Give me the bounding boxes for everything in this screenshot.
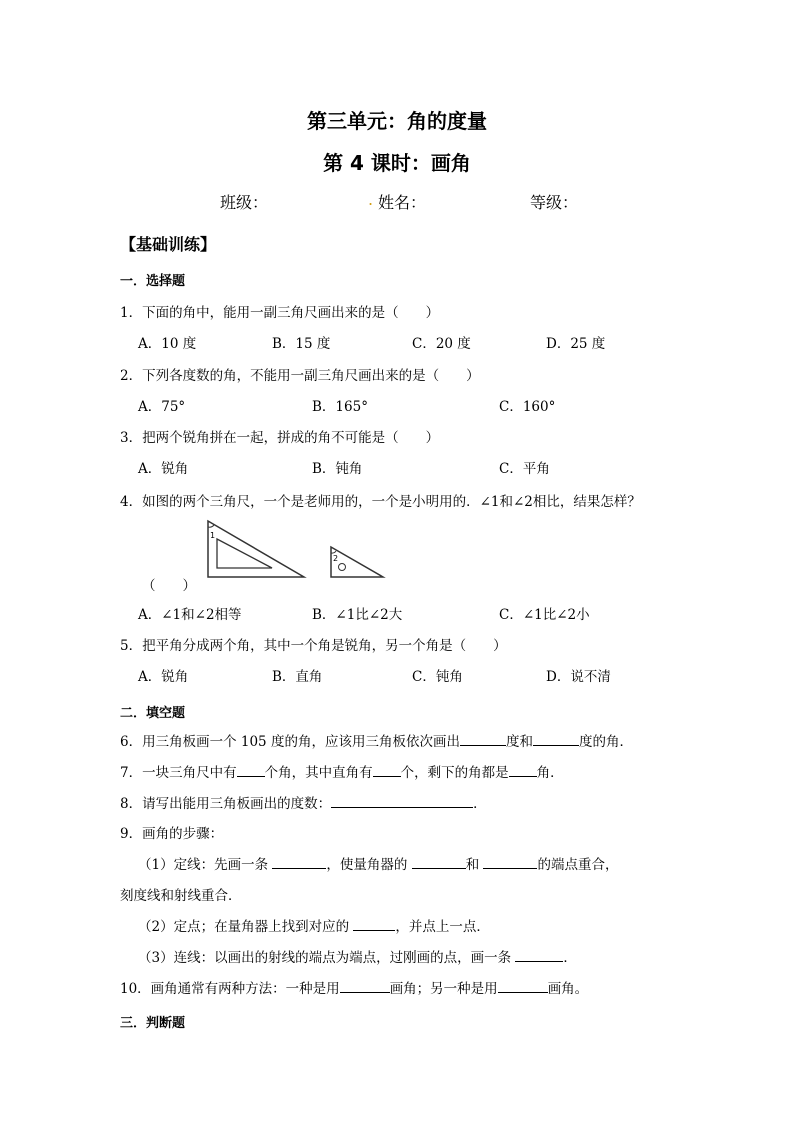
lesson-subtitle: 第 4 课时：画角 <box>323 151 471 175</box>
q5-option-a: A．锐角 <box>138 669 189 685</box>
q4-option-a: A．∠1和∠2相等 <box>138 607 242 623</box>
q2-option-b: B．165° <box>312 399 368 415</box>
q10-blank-2[interactable] <box>498 978 548 993</box>
q7-text-4: 角． <box>536 765 564 781</box>
q7-blank-2[interactable] <box>373 762 401 777</box>
q4-answer-paren: （ ） <box>142 578 196 594</box>
q5-option-d: D．说不清 <box>546 669 611 685</box>
q1-option-a: A．10 度 <box>138 336 197 352</box>
q9-step1-blank-1[interactable] <box>272 854 326 869</box>
q3-option-a: A．锐角 <box>138 461 189 477</box>
section-choice-title: 一．选择题 <box>120 274 186 289</box>
class-label: 班级： <box>220 193 269 212</box>
q5-stem: 5．把平角分成两个角，其中一个角是锐角，另一个角是（ ） <box>120 638 507 654</box>
q2-option-c: C．160° <box>499 399 556 415</box>
q2-stem: 2．下列各度数的角，不能用一副三角尺画出来的是（ ） <box>120 368 480 384</box>
q9-step3-line <box>138 946 577 966</box>
name-label: 姓名： <box>378 193 427 212</box>
q9-step1-text-2: ，使量角器的 <box>326 857 412 873</box>
q4-option-c: C．∠1比∠2小 <box>499 607 590 623</box>
q10-text-2: 画角；另一种是用 <box>389 981 498 997</box>
q9-step2-blank[interactable] <box>353 916 395 931</box>
q9-step1-blank-3[interactable] <box>483 854 537 869</box>
q1-option-b: B．15 度 <box>272 336 331 352</box>
q9-step3-blank[interactable] <box>515 947 563 962</box>
angle-1-label: 1 <box>210 531 216 540</box>
section-judge-title: 三．判断题 <box>120 1016 186 1031</box>
q10-blank-1[interactable] <box>340 978 390 993</box>
q1-option-c: C．20 度 <box>412 336 471 352</box>
q8-blank[interactable] <box>331 793 473 808</box>
q4-option-b: B．∠1比∠2大 <box>312 607 403 623</box>
q6-text-2: 度和 <box>505 734 533 750</box>
q3-stem: 3．把两个锐角拼在一起，拼成的角不可能是（ ） <box>120 430 440 446</box>
angle-2-label: 2 <box>333 554 339 563</box>
q9-step3-text-2: ． <box>563 950 577 966</box>
q7-text-3: 个，剩下的角都是 <box>400 765 509 781</box>
page-title: 第三单元：角的度量 <box>307 109 487 133</box>
q10-text-3: 画角。 <box>547 981 589 997</box>
q9-step1-blank-2[interactable] <box>412 854 466 869</box>
q7-text-1: 7．一块三角尺中有 <box>120 765 237 781</box>
ruler-hole <box>339 564 346 571</box>
q9-step2-line <box>138 915 490 935</box>
q5-option-b: B．直角 <box>272 669 323 685</box>
q5-option-c: C．钝角 <box>412 669 463 685</box>
teacher-triangle-ruler <box>208 521 304 577</box>
q8-text-2: ． <box>473 796 487 812</box>
q9-step3-text-1: （3）连线：以画出的射线的端点为端点，过刚画的点，画一条 <box>138 950 516 966</box>
q7-blank-1[interactable] <box>237 762 265 777</box>
q6-text-3: 度的角． <box>578 734 633 750</box>
triangle-rulers-figure <box>200 515 390 585</box>
q1-option-d: D．25 度 <box>546 336 606 352</box>
q6-blank-1[interactable] <box>460 731 506 746</box>
q9-step1-text-1: （1）定线：先画一条 <box>138 857 273 873</box>
q9-step1-text-4: 的端点重合， <box>537 857 619 873</box>
section-training: 【基础训练】 <box>120 235 217 254</box>
grade-label: 等级： <box>530 193 579 212</box>
q8-text-1: 8．请写出能用三角板画出的度数： <box>120 796 332 812</box>
stray-dot: . <box>368 190 374 209</box>
q6-text-1: 6．用三角板画一个 105 度的角，应该用三角板依次画出 <box>120 734 460 750</box>
q9-step2-text-2: ，并点上一点． <box>395 919 490 935</box>
q7-line <box>120 761 564 781</box>
student-triangle-ruler <box>331 547 383 577</box>
q4-stem: 4．如图的两个三角尺，一个是老师用的，一个是小明用的．∠1和∠2相比，结果怎样？ <box>120 494 641 510</box>
q10-text-1: 10．画角通常有两种方法：一种是用 <box>120 981 340 997</box>
q9-step1-continued: 刻度线和射线重合． <box>120 888 242 904</box>
q9-step1-line <box>138 853 618 873</box>
q9-step2-text-1: （2）定点；在量角器上找到对应的 <box>138 919 354 935</box>
q3-option-b: B．钝角 <box>312 461 363 477</box>
q3-option-c: C．平角 <box>499 461 550 477</box>
q6-blank-2[interactable] <box>533 731 579 746</box>
section-fill-title: 二．填空题 <box>120 706 186 721</box>
q9-stem: 9．画角的步骤： <box>120 826 224 842</box>
q1-stem: 1．下面的角中，能用一副三角尺画出来的是（ ） <box>120 305 440 321</box>
q2-option-a: A．75° <box>138 399 186 415</box>
q9-step1-text-3: 和 <box>465 857 484 873</box>
q10-line <box>120 977 588 997</box>
q6-line <box>120 730 633 750</box>
q8-line <box>120 792 487 812</box>
q7-blank-3[interactable] <box>509 762 537 777</box>
q7-text-2: 个角，其中直角有 <box>264 765 373 781</box>
